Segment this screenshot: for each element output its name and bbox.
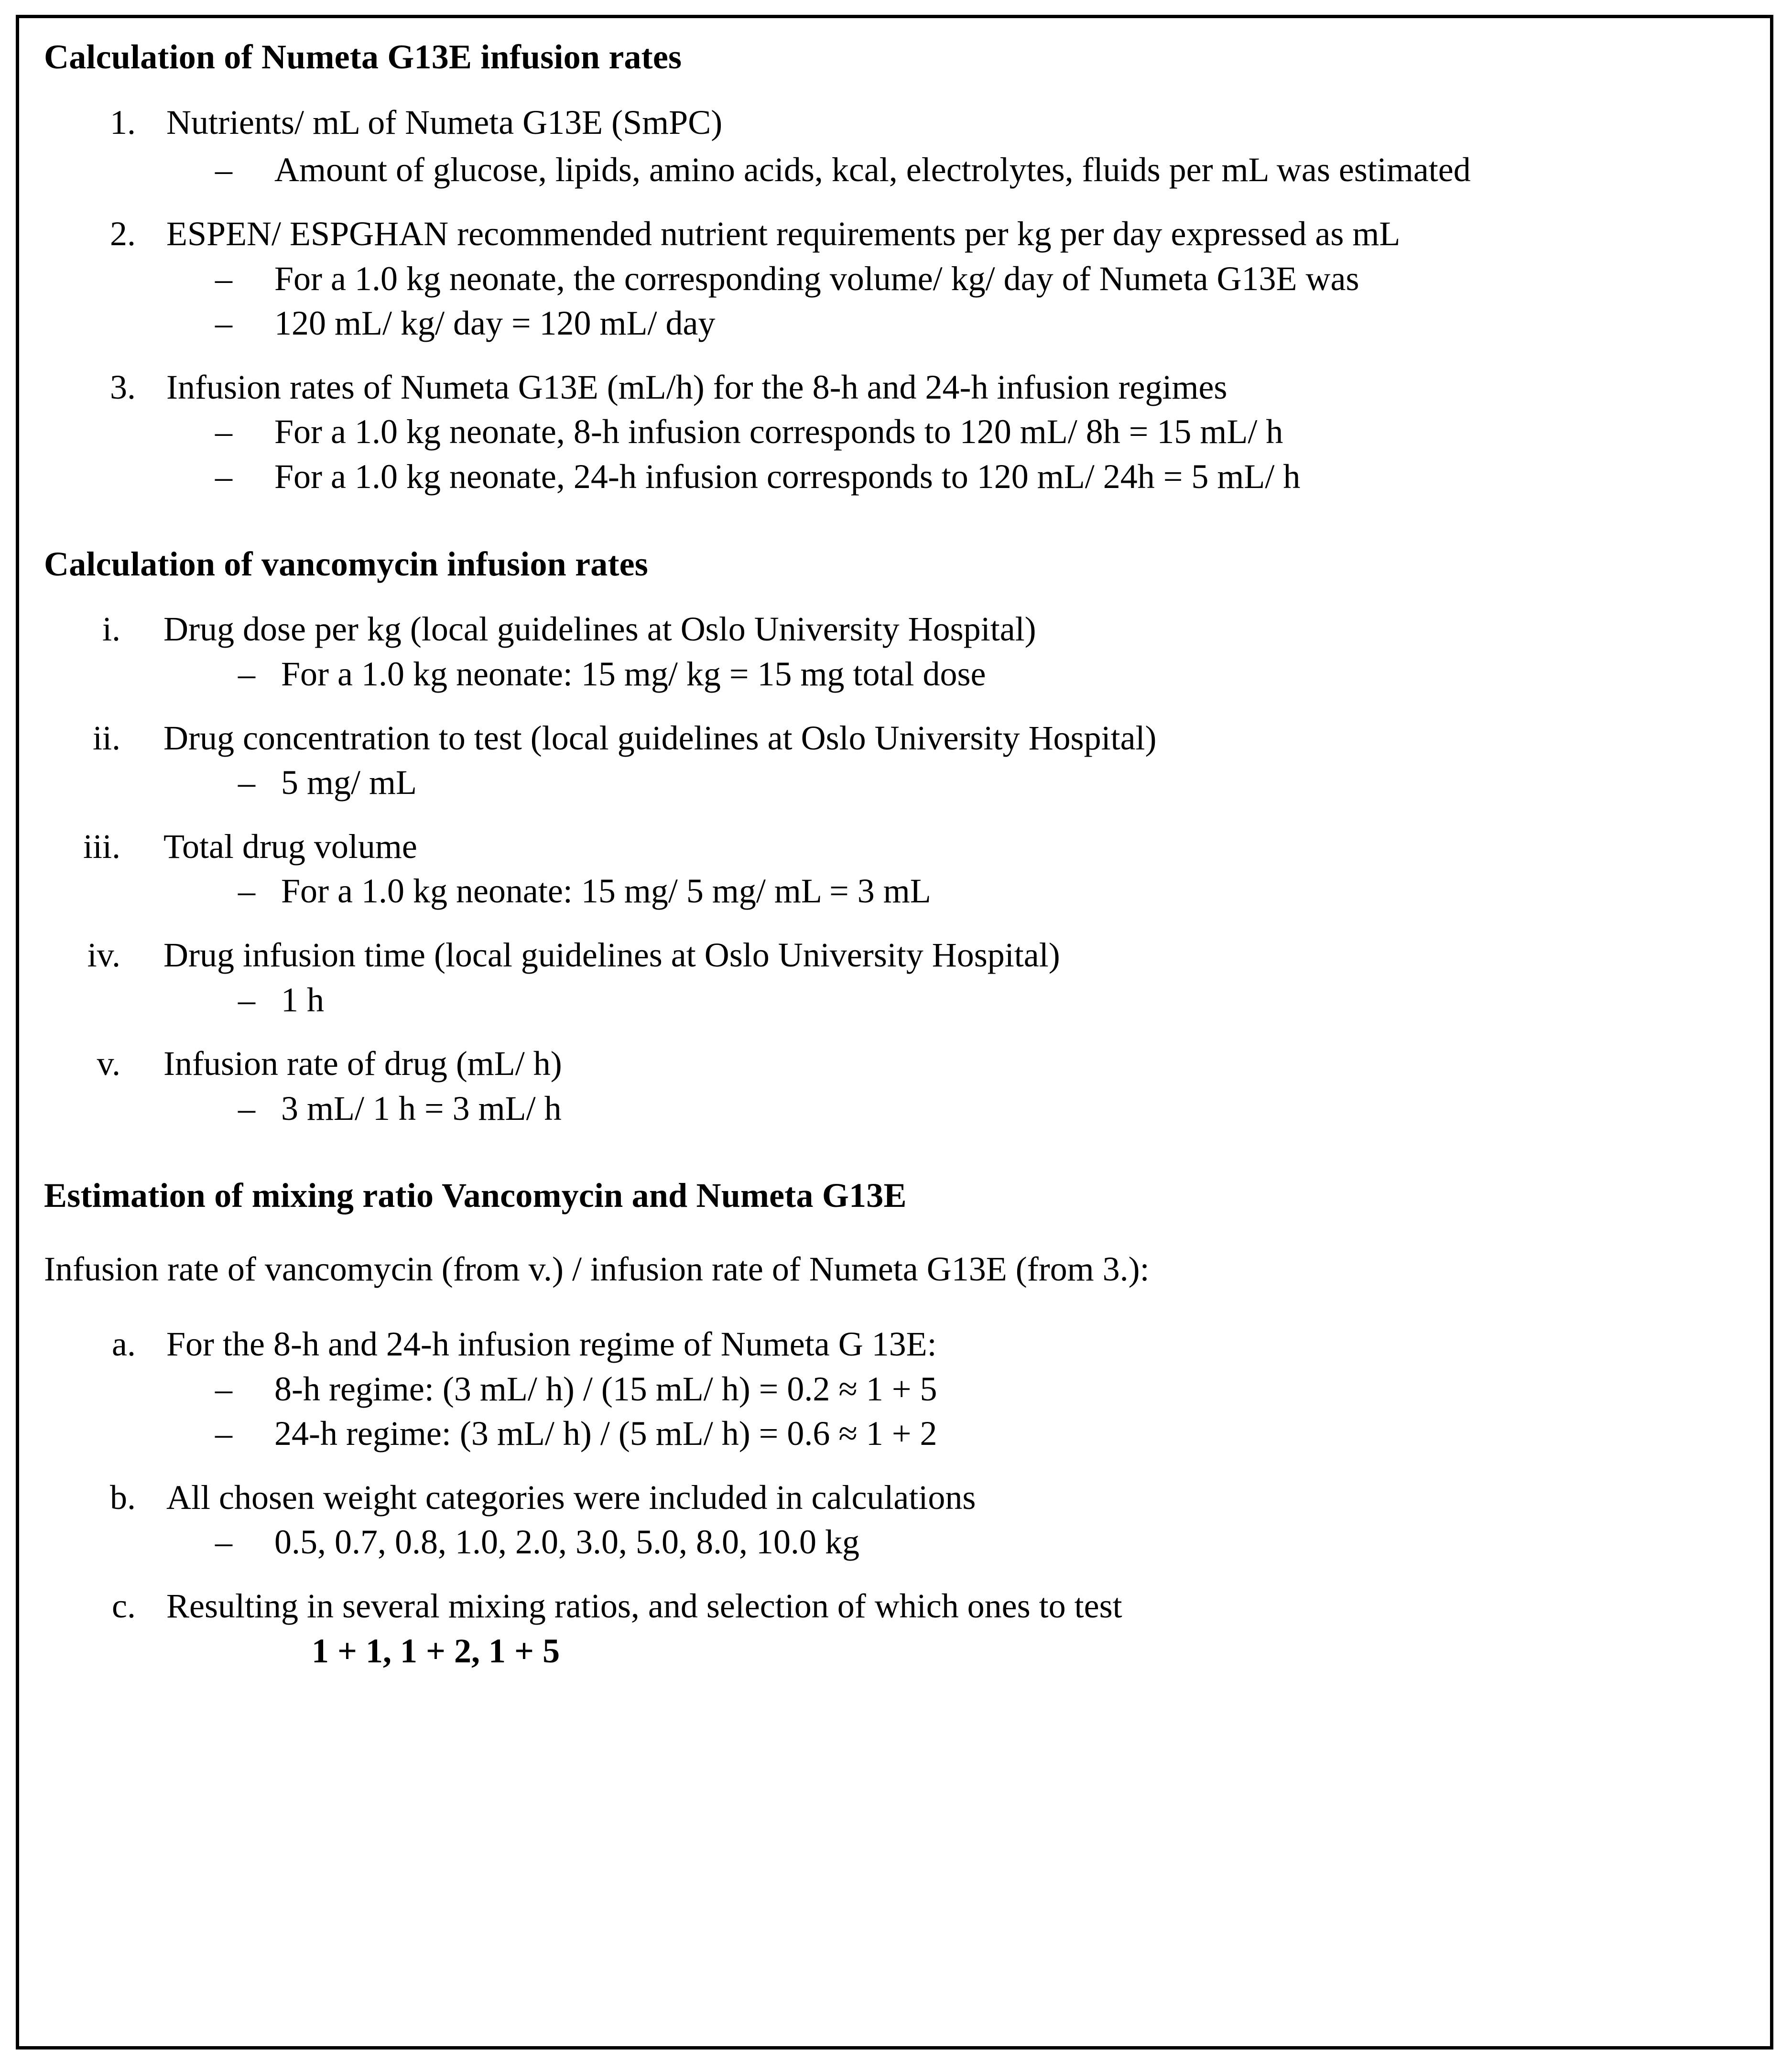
section-numeta-infusion-rates [44,36,1745,499]
list-item [44,1475,1745,1520]
dash-bullet-icon: – [215,1523,232,1561]
dash-bullet-icon: – [215,1414,232,1453]
sub-list-item-text: 1 h [281,980,324,1019]
sub-list-item [215,410,1745,455]
spacer [44,499,1745,543]
sub-list-item-text: 8-h regime: (3 mL/ h) / (15 mL/ h) = 0.2 ≈ 1 + 5 [274,1369,937,1408]
sub-list-item-text: Amount of glucose, lipids, amino acids, kcal, electrolytes, fluids per mL was estimated [274,151,1471,189]
section-intro-text: Infusion rate of vancomycin (from v.) / infusion rate of Numeta G13E (from 3.): [44,1250,1150,1289]
spacer [44,585,1745,607]
sub-list-item-text: For a 1.0 kg neonate, the corresponding volume/ kg/ day of Numeta G13E was [274,259,1359,298]
spacer [44,1131,1745,1175]
sub-list-item [238,978,1745,1023]
list-item [44,1041,1745,1086]
sub-list-item-text: 24-h regime: (3 mL/ h) / (5 mL/ h) = 0.6 ≈ 1 + 2 [274,1414,937,1453]
spacer [44,193,1745,212]
list-item-text: Drug infusion time (local guidelines at Oslo University Hospital) [163,935,1060,974]
spacer [44,346,1745,365]
list-item [44,100,1745,145]
spacer [44,805,1745,824]
section-heading: Calculation of Numeta G13E infusion rates [44,38,682,76]
sub-list-item [238,869,1745,914]
section-heading: Estimation of mixing ratio Vancomycin and Numeta G13E [44,1176,907,1215]
list-item [44,933,1745,978]
section-vancomycin-infusion-rates [44,543,1745,1131]
section-heading: Calculation of vancomycin infusion rates [44,544,649,583]
spacer [44,914,1745,933]
list-item [44,607,1745,652]
spacer [44,1217,1745,1248]
list-marker: i. [102,610,120,649]
list-marker: b. [110,1478,136,1517]
spacer [44,1565,1745,1584]
dash-bullet-icon: – [215,259,232,298]
list-item-text: Drug concentration to test (local guidelines at Oslo University Hospital) [163,718,1157,757]
sub-list-item-text: 0.5, 0.7, 0.8, 1.0, 2.0, 3.0, 5.0, 8.0, 10.0 kg [274,1523,859,1561]
document-frame [16,15,1773,2049]
list-item-text: All chosen weight categories were included in calculations [166,1478,976,1517]
sub-list-item-text: For a 1.0 kg neonate, 8-h infusion corresponds to 120 mL/ 8h = 15 mL/ h [274,412,1283,451]
sub-list-item [215,148,1745,193]
section-mixing-ratio-estimation [44,1175,1745,1673]
list-item-text: Drug dose per kg (local guidelines at Oslo University Hospital) [163,610,1036,649]
sub-list-item-text: For a 1.0 kg neonate: 15 mg/ 5 mg/ mL = 3 mL [281,872,931,911]
sub-list-item-text: 3 mL/ 1 h = 3 mL/ h [281,1089,562,1128]
sub-list-item-text: For a 1.0 kg neonate: 15 mg/ kg = 15 mg total dose [281,655,986,693]
list-item [44,716,1745,761]
list-item [44,824,1745,869]
list-item [44,1322,1745,1367]
sub-list-item-text: 120 mL/ kg/ day = 120 mL/ day [274,304,716,343]
list-item-text: Resulting in several mixing ratios, and selection of which ones to test [166,1586,1122,1625]
list-item-text: Infusion rate of drug (mL/ h) [163,1044,562,1083]
sub-list-item [238,760,1745,805]
list-item-text: For the 8-h and 24-h infusion regime of Numeta G 13E: [166,1325,937,1363]
list-marker: v. [97,1044,120,1083]
list-marker: 3. [110,368,136,406]
list-marker: c. [112,1586,136,1625]
list-marker: a. [112,1325,136,1363]
sub-list-item [215,455,1745,499]
document-body [19,18,1770,2046]
dash-bullet-icon: – [215,304,232,343]
dash-bullet-icon: – [238,1089,255,1128]
spacer [44,697,1745,716]
spacer [44,1022,1745,1041]
list-marker: iii. [83,827,120,866]
spacer [44,78,1745,100]
list-marker: iv. [87,935,120,974]
list-item-text: Nutrients/ mL of Numeta G13E (SmPC) [166,103,723,141]
list-item [44,365,1745,410]
selected-mixing-ratios: 1 + 1, 1 + 2, 1 + 5 [312,1631,560,1670]
sub-list-item [238,1086,1745,1131]
list-item-text: Infusion rates of Numeta G13E (mL/h) for the 8-h and 24-h infusion regimes [166,368,1227,406]
dash-bullet-icon: – [215,1369,232,1408]
spacer [44,1290,1745,1322]
dash-bullet-icon: – [238,655,255,693]
spacer [44,1456,1745,1475]
list-item [44,1584,1745,1629]
list-marker: ii. [92,718,120,757]
sub-list-item [215,1411,1745,1456]
dash-bullet-icon: – [238,980,255,1019]
list-item-text: Total drug volume [163,827,417,866]
sub-list-item [215,1520,1745,1565]
sub-list-item-text: For a 1.0 kg neonate, 24-h infusion corresponds to 120 mL/ 24h = 5 mL/ h [274,457,1301,496]
dash-bullet-icon: – [215,457,232,496]
sub-list-item [215,301,1745,346]
dash-bullet-icon: – [215,412,232,451]
sub-list-item [238,652,1745,697]
list-marker: 2. [110,215,136,253]
list-marker: 1. [110,103,136,141]
list-item-text: ESPEN/ ESPGHAN recommended nutrient requirements per kg per day expressed as mL [166,215,1401,253]
dash-bullet-icon: – [215,151,232,189]
sub-list-item [215,257,1745,302]
sub-list-item-text: 5 mg/ mL [281,763,417,802]
list-item [44,212,1745,257]
dash-bullet-icon: – [238,872,255,911]
sub-list-item [215,1367,1745,1412]
dash-bullet-icon: – [238,763,255,802]
